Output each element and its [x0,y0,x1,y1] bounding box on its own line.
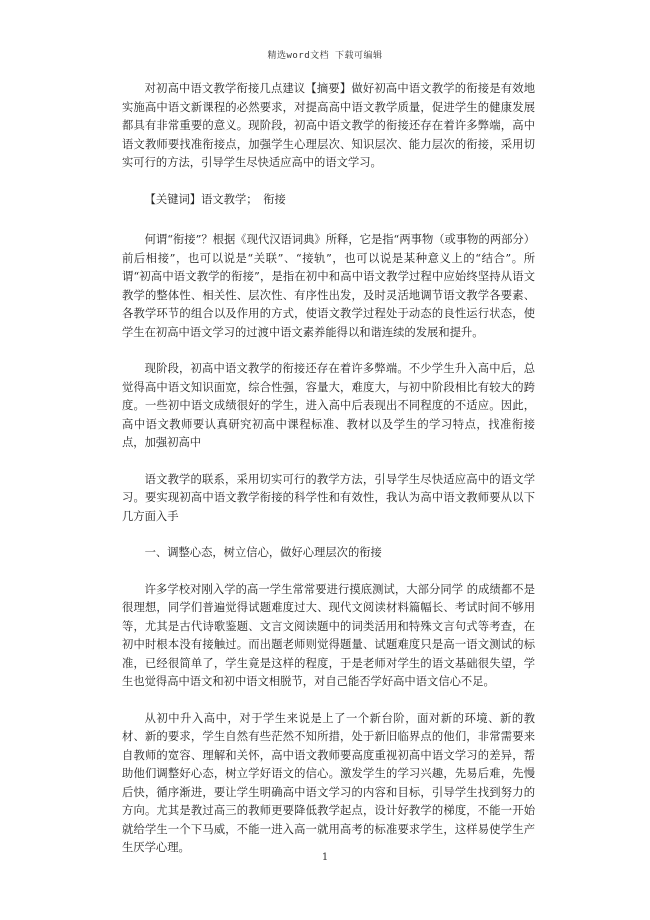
body-paragraph: 从初中升入高中，对于学生来说是上了一个新台阶，面对新的环境、新的教材、新的要求，学生自然有些茫然不知所措，处于新旧临界点的他们，非常需要来自教师的宽容、理解和关怀，高中语文教师要高度重视初高中语文学习的差异，帮助他们调整好心态，树立学好语文的信心。激发学生的学习兴趣，先易后难，先慢后快，循序渐进，要让学生明确高中语文学习的内容和目标，引导学生找到努力的方向。尤其是教过高三的教师更要降低教学起点，设计好教学的梯度，不能一开始就给学生一个下马威，不能一进入高一就用高考的标准要求学生，这样易使学生产生厌学心理。 [122,711,535,854]
document-body [122,80,535,876]
keywords-line: 【关键词】语文教学； 衔接 [144,192,286,206]
page-header: 精选word文档 下载可编辑 [267,51,383,61]
body-paragraph: 现阶段，初高中语文教学的衔接还存在着许多弊端。不少学生升入高中后，总觉得高中语文知识面宽，综合性强，容量大，难度大，与初中阶段相比有较大的跨度。一些初中语文成绩很好的学生，进入高中后表现出不同程度的不适应。因此，高中语文教师要认真研究初高中课程标准、教材以及学生的学习特点，找准衔接点，加强初高中 [122,362,535,449]
page-number: 1 [321,852,329,863]
body-paragraph: 语文教学的联系，采用切实可行的教学方法，引导学生尽快适应高中的语文学习。要实现初高中语文教学衔接的科学性和有效性，我认为高中语文教师要从以下几方面入手 [122,472,535,523]
section-heading: 一、调整心态，树立信心，做好心理层次的衔接 [144,546,382,559]
abstract-paragraph: 对初高中语文教学衔接几点建议【摘要】做好初高中语文教学的衔接是有效地实施高中语文新课程的必然要求，对提高高中语文教学质量，促进学生的健康发展都具有非常重要的意义。现阶段，初高中语文教学的衔接还存在着许多弊端，高中语文教师要找准衔接点，加强学生心理层次、知识层次、能力层次的衔接，采用切实可行的方法，引导学生尽快适应高中的语文学习。 [122,82,535,169]
body-paragraph: 许多学校对刚入学的高一学生常常要进行摸底测试，大部分同学 的成绩都不是很理想，同学们普遍觉得试题难度过大、现代文阅读材料篇幅长、考试时间不够用等，尤其是古代诗歌鉴题、文言文阅读题中的词类活用和特殊文言句式等考查，在初中时根本没有接触过。而出题老师则觉得题量、试题难度只是高一语文测试的标准，已经很简单了，学生竟是这样的程度，于是老师对学生的语文基础很失望，学生也觉得高中语文和初中语文相脱节，对自己能否学好高中语文信心不足。 [122,582,535,688]
body-paragraph: 何谓“衔接”？根据《现代汉语词典》所释，它是指“两事物（或事物的两部分）前后相接”，也可以说是“关联”、“接轨”，也可以说是某种意义上的“结合”。所谓“初高中语文教学的衔接”，是指在初中和高中语文教学过程中应始终坚持从语文教学的整体性、相关性、层次性、有序性出发，及时灵活地调节语文教学各要素、各教学环节的组合以及作用的方式，使语文教学过程处于动态的良性运行状态，使学生在初高中语文学习的过渡中语文素养能得以和谐连续的发展和提升。 [122,233,535,339]
